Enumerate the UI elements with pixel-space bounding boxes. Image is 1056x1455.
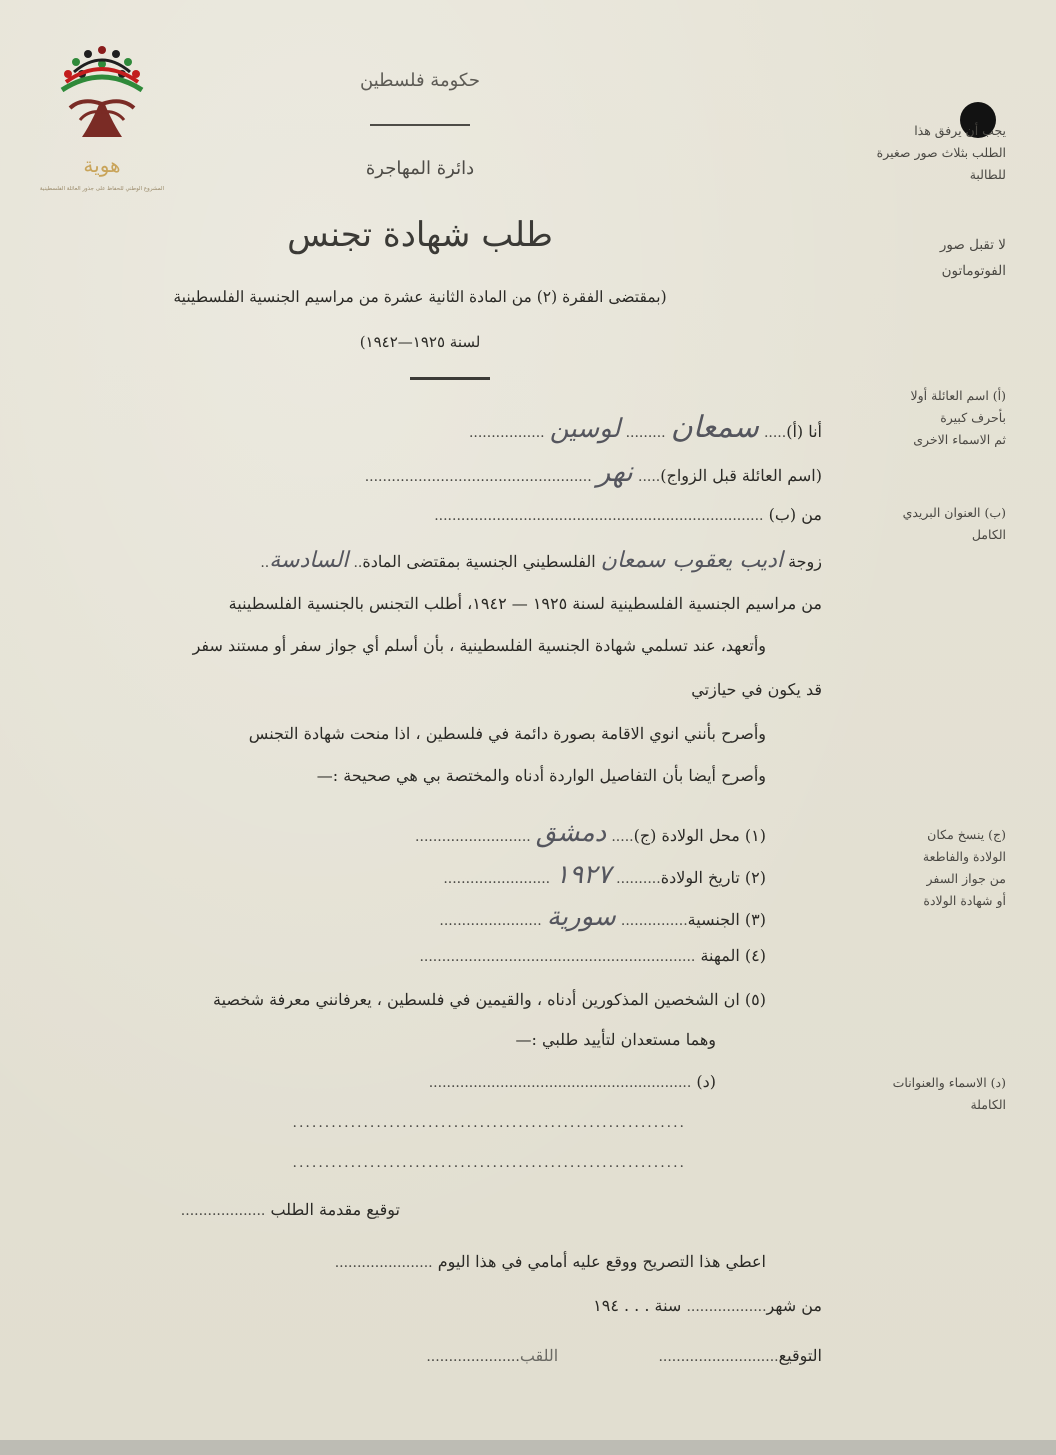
maiden-name-value: نهر — [596, 455, 633, 488]
date-line: من شهر.................. سنة . . . ١٩٤ — [593, 1296, 822, 1315]
margin-note-d: (د) الاسماء والعنوانات الكاملة — [892, 1075, 1006, 1112]
form-title: طلب شهادة تجنس — [287, 215, 553, 255]
birthplace-value: دمشق — [535, 818, 607, 848]
field-birthplace: (١) محل الولادة (ج)..... دمشق .......................... — [415, 818, 766, 848]
nationality-value: سورية — [546, 902, 616, 932]
item5-line-1: (٥) ان الشخصين المذكورين أدناه ، والقيمين في فلسطين ، يعرفانني معرفة شخصية — [213, 990, 766, 1009]
logo-name: هوية — [83, 153, 121, 177]
field-maiden-name: (اسم العائلة قبل الزواج)..... نهر ................................................... — [364, 455, 822, 488]
applicant-name-value: سمعان — [670, 410, 759, 445]
pledge-line: وأتعهد، عند تسلمي شهادة الجنسية الفلسطينية ، بأن أسلم أي جواز سفر أو مستند سفر — [192, 636, 766, 655]
field-occupation: (٤) المهنة .............................................................. — [419, 946, 766, 965]
declaration-line-1: وأصرح بأنني انوي الاقامة بصورة دائمة في فلسطين ، اذا منحت شهادة التجنس — [248, 724, 766, 743]
margin-note-b: (ب) العنوان البريدي الكامل — [902, 505, 1006, 542]
field-applicant-name: أنا (أ)..... سمعان ......... لوسين ................. — [468, 410, 822, 445]
scan-edge — [0, 1440, 1056, 1455]
declaration-line-2: وأصرح أيضا بأن التفاصيل الواردة أدناه والمختصة بي هي صحيحة :— — [316, 766, 766, 785]
form-years: لسنة ١٩٢٥—١٩٤٢) — [359, 333, 481, 351]
header-rule — [370, 124, 470, 126]
margin-note-a: (أ) اسم العائلة أولا بأحرف كبيرة ثم الاسماء الاخرى — [910, 388, 1006, 447]
field-husband: زوجة اديب يعقوب سمعان الفلسطيني الجنسية بمقتضى المادة.. السادسة.. — [260, 548, 822, 573]
government-heading: حكومة فلسطين — [360, 70, 480, 91]
department-heading: دائرة المهاجرة — [365, 158, 475, 179]
title-rule — [410, 377, 490, 380]
article-value: السادسة — [269, 548, 349, 573]
official-signature-line: التوقيع........................... اللقب..................... — [426, 1346, 822, 1365]
applicant-name-value2: لوسين — [549, 414, 621, 444]
field-nationality: (٣) الجنسية............... سورية ....................... — [439, 902, 766, 932]
form-subtitle: (بمقتضى الفقرة (٢) من المادة الثانية عشرة من مراسيم الجنسية الفلسطينية — [173, 288, 667, 306]
item5-line-2: وهما مستعدان لتأييد طلبي :— — [515, 1030, 716, 1049]
possession-line: قد يكون في حيازتي — [691, 680, 822, 699]
birthdate-value: ١٩٢٧ — [555, 860, 612, 890]
applicant-signature-line: توقيع مقدمة الطلب ................... — [180, 1200, 400, 1219]
attestation-line: اعطي هذا التصريح ووقع عليه أمامي في هذا اليوم ...................... — [334, 1252, 766, 1271]
logo-tree-icon — [70, 101, 134, 137]
field-references-2: ............................................................. — [292, 1115, 686, 1131]
margin-note-photomaton: لا تقبل صور الفوتوماتون — [939, 237, 1006, 279]
decrees-line: من مراسيم الجنسية الفلسطينية لسنة ١٩٢٥ — ١٩٤٢، أطلب التجنس بالجنسية الفلسطينية — [228, 594, 822, 613]
field-address: من (ب) .......................................................................... — [434, 505, 822, 524]
husband-name-value: اديب يعقوب سمعان — [600, 548, 783, 573]
margin-note-photos: يجب أن يرفق هذا الطلب بثلاث صور صغيرة للطالبة — [876, 123, 1006, 182]
field-references-3: ............................................................. — [292, 1155, 686, 1171]
margin-note-c: (ج) ينسخ مكان الولادة والفاطعة من جواز السفر أو شهادة الولادة — [922, 827, 1006, 908]
field-birthdate: (٢) تاريخ الولادة.......... ١٩٢٧ ........................ — [443, 860, 766, 890]
logo-tagline: المشروع الوطني للحفاظ على جذور العائلة الفلسطينية — [39, 186, 165, 192]
field-references-1: (د) ........................................................... — [428, 1072, 716, 1091]
hawiya-logo — [39, 42, 165, 222]
